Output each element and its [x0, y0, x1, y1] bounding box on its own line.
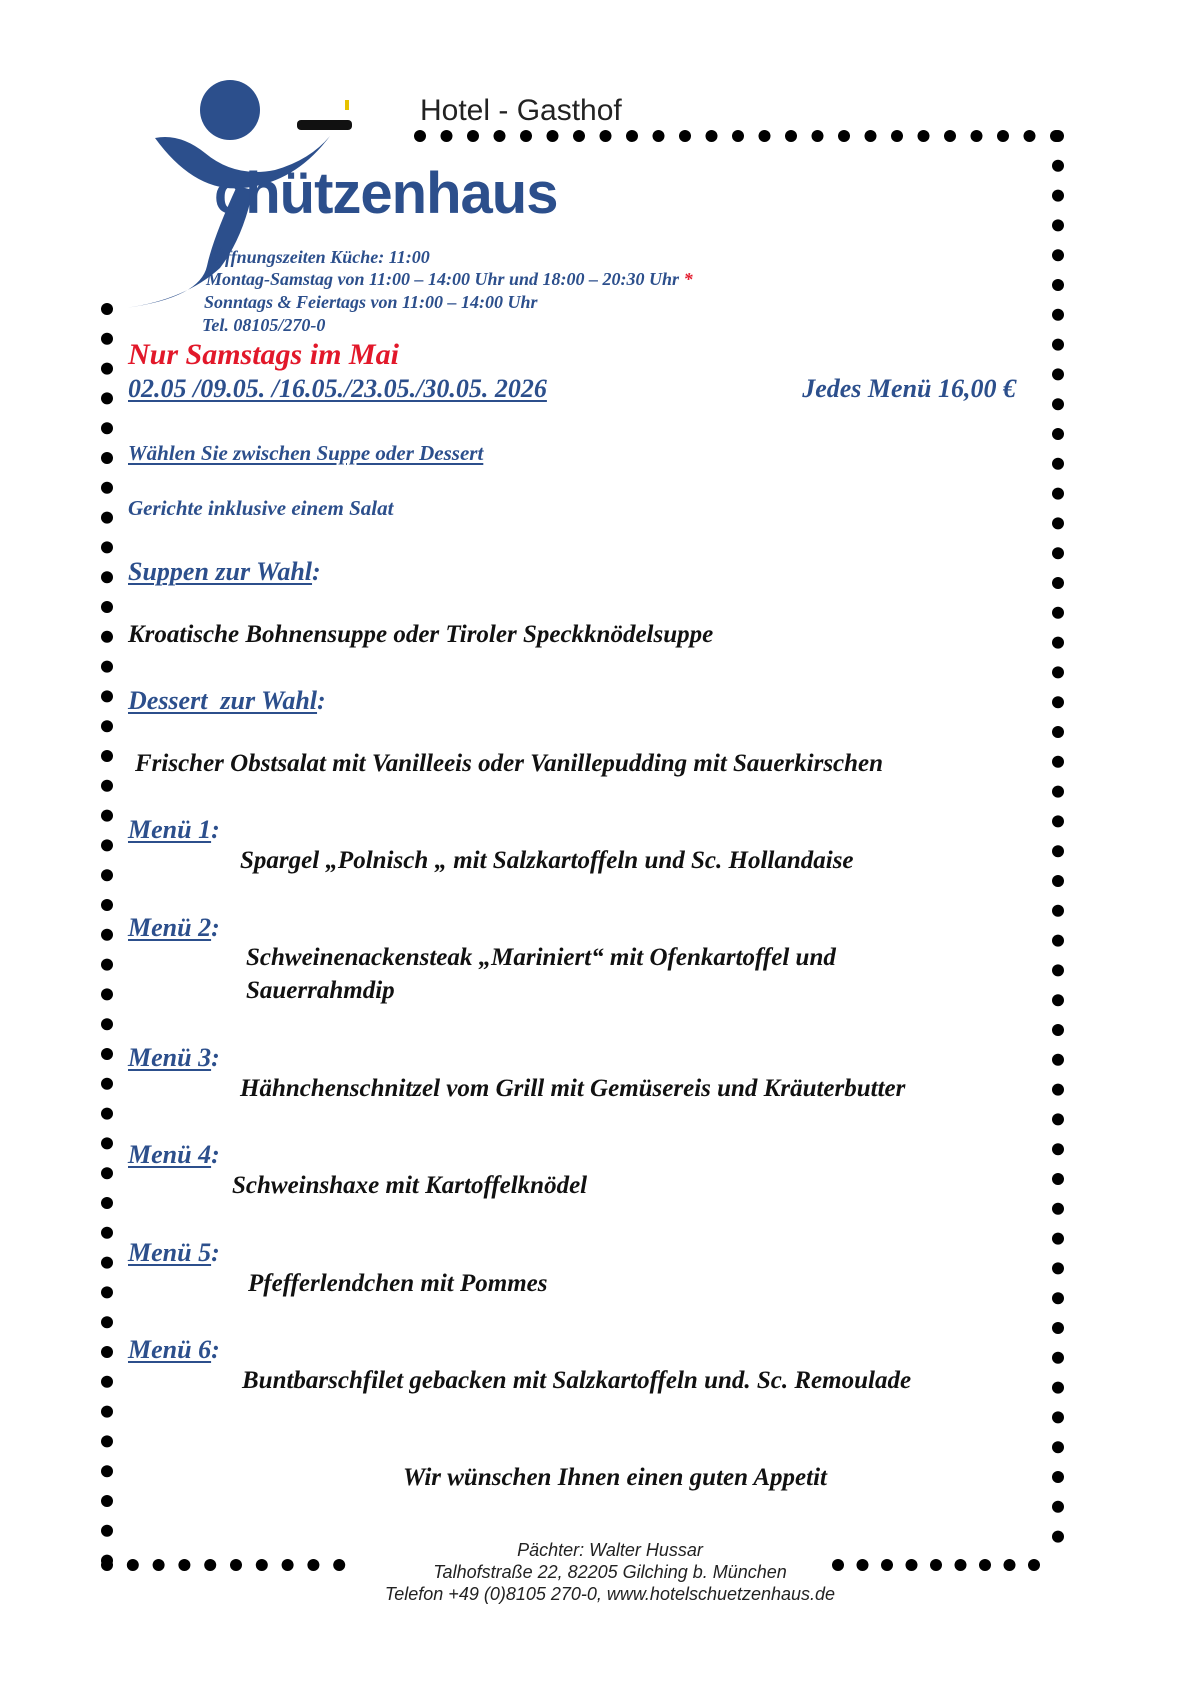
promo-title: Nur Samstags im Mai [128, 338, 399, 371]
menu-label: Menü 4: [128, 1140, 220, 1169]
border-dot [1052, 905, 1064, 917]
border-dot [101, 1376, 113, 1388]
border-dot [101, 1078, 113, 1090]
border-dot [1052, 756, 1064, 768]
border-dot [1052, 1262, 1064, 1274]
border-dot [732, 130, 744, 142]
border-dot [101, 1257, 113, 1269]
border-dot [101, 333, 113, 345]
border-dot [1052, 1501, 1064, 1513]
border-dot [1052, 1054, 1064, 1066]
phone-line: Tel. 08105/270-0 [202, 315, 326, 335]
border-dot [101, 1316, 113, 1328]
border-dot [1052, 1113, 1064, 1125]
border-dot [1052, 1352, 1064, 1364]
border-dot [1052, 1411, 1064, 1423]
border-dot [101, 601, 113, 613]
hotel-gasthof-label: Hotel - Gasthof [420, 94, 622, 127]
menu-dish: Spargel „Polnisch „ mit Salzkartoffeln und Sc. Hollandaise [240, 847, 854, 874]
border-dot [101, 720, 113, 732]
border-dot [1052, 1233, 1064, 1245]
border-dot [101, 1286, 113, 1298]
border-dot [101, 1495, 113, 1507]
border-dot [101, 482, 113, 494]
border-dot [1052, 1382, 1064, 1394]
border-dot [1052, 845, 1064, 857]
border-dot [1052, 547, 1064, 559]
border-dot [101, 988, 113, 1000]
border-dot [101, 810, 113, 822]
border-dot [1052, 726, 1064, 738]
menu-dish: Hähnchenschnitzel vom Grill mit Gemüsereis und Kräuterbutter [240, 1075, 906, 1102]
border-dot [101, 1346, 113, 1358]
border-dot [1052, 249, 1064, 261]
border-dot [101, 929, 113, 941]
border-dot [759, 130, 771, 142]
border-dot [918, 130, 930, 142]
border-dot [101, 1197, 113, 1209]
choose-note: Wählen Sie zwischen Suppe oder Dessert [128, 441, 484, 465]
border-dot [838, 130, 850, 142]
border-dot [1052, 488, 1064, 500]
border-dot [1052, 875, 1064, 887]
border-dot [1052, 130, 1064, 142]
border-dot [1052, 1203, 1064, 1215]
border-dot [101, 1525, 113, 1537]
menu-dish: Schweinenackensteak „Mariniert“ mit Ofenkartoffel und [246, 944, 836, 971]
border-dot [944, 130, 956, 142]
border-dot [101, 1406, 113, 1418]
border-dot [997, 130, 1009, 142]
border-dot [101, 1137, 113, 1149]
border-dot [1052, 935, 1064, 947]
soups-text: Kroatische Bohnensuppe oder Tiroler Speckknödelsuppe [128, 621, 714, 648]
border-dot [1052, 607, 1064, 619]
border-dot [101, 571, 113, 583]
border-dot [101, 363, 113, 375]
border-dot [891, 130, 903, 142]
border-dot [101, 780, 113, 792]
border-dot [1024, 130, 1036, 142]
border-dot [101, 1227, 113, 1239]
border-dot [101, 631, 113, 643]
soups-heading: Suppen zur Wahl: [128, 557, 321, 586]
menu-dish: Sauerrahmdip [246, 977, 395, 1004]
border-dot [1052, 786, 1064, 798]
brand-name: chützenhaus [214, 161, 558, 226]
border-dot [101, 959, 113, 971]
border-dot [1052, 160, 1064, 172]
menu-dish: Pfefferlendchen mit Pommes [248, 1270, 548, 1297]
border-dot [1052, 994, 1064, 1006]
border-dot [101, 1167, 113, 1179]
asterisk-mark: * [683, 269, 693, 289]
border-dot [101, 422, 113, 434]
border-dot [1052, 458, 1064, 470]
border-dot [101, 452, 113, 464]
sunday-hours: Sonntags & Feiertags von 11:00 – 14:00 Uhr [204, 292, 538, 312]
border-dot [101, 541, 113, 553]
border-dot [653, 130, 665, 142]
border-dot [1052, 428, 1064, 440]
border-dot [1052, 219, 1064, 231]
border-dot [101, 750, 113, 762]
border-dot [1052, 1173, 1064, 1185]
border-dot [1052, 1441, 1064, 1453]
border-dot [101, 690, 113, 702]
border-dot [101, 899, 113, 911]
desserts-text: Frischer Obstsalat mit Vanilleeis oder Vanillepudding mit Sauerkirschen [135, 750, 884, 777]
border-dot [1052, 696, 1064, 708]
menu-label: Menü 2: [128, 913, 220, 942]
border-dot [971, 130, 983, 142]
promo-dates-row [128, 374, 1016, 404]
border-dot [679, 130, 691, 142]
border-dot [1052, 964, 1064, 976]
menu-label: Menü 3: [128, 1043, 220, 1072]
border-dot [101, 839, 113, 851]
border-dot [1052, 279, 1064, 291]
promo-dates: 02.05 /09.05. /16.05./23.05./30.05. 2026 [128, 374, 547, 403]
border-dot [1052, 577, 1064, 589]
footer-contact: Telefon +49 (0)8105 270-0, www.hotelschuetzenhaus.de [384, 1584, 836, 1604]
border-dot [101, 1048, 113, 1060]
kitchen-hours: Öffnungszeiten Küche: 11:00 [212, 247, 430, 267]
weekday-hours: Montag-Samstag von 11:00 – 14:00 Uhr und 18:00 – 20:30 Uhr * [206, 269, 693, 289]
menu-dish: Schweinshaxe mit Kartoffelknödel [232, 1172, 588, 1199]
border-dot [1052, 398, 1064, 410]
menu-dish: Buntbarschfilet gebacken mit Salzkartoffeln und. Sc. Remoulade [242, 1367, 912, 1394]
promo-price: Jedes Menü 16,00 € [802, 374, 1016, 403]
border-dot [1052, 368, 1064, 380]
border-dot [1052, 815, 1064, 827]
desserts-heading: Dessert zur Wahl: [128, 686, 326, 715]
border-dot [101, 512, 113, 524]
salad-note: Gerichte inklusive einem Salat [128, 496, 394, 520]
closing-line: Wir wünschen Ihnen einen guten Appetit [403, 1464, 827, 1491]
border-dot [101, 869, 113, 881]
border-dot [1052, 1024, 1064, 1036]
border-dot [1052, 1292, 1064, 1304]
border-dot [1052, 309, 1064, 321]
border-dot [101, 392, 113, 404]
footer-address: Talhofstraße 22, 82205 Gilching b. München [433, 1562, 787, 1582]
border-dot [101, 1018, 113, 1030]
border-dot [101, 661, 113, 673]
border-dot [1052, 637, 1064, 649]
border-dot [1052, 517, 1064, 529]
menu-label: Menü 5: [128, 1238, 220, 1267]
border-dot [785, 130, 797, 142]
border-dot [1052, 1084, 1064, 1096]
border-dot [1052, 1143, 1064, 1155]
border-dot [865, 130, 877, 142]
border-dot [1052, 1322, 1064, 1334]
border-dot [1052, 666, 1064, 678]
border-dot [706, 130, 718, 142]
border-dot [1052, 339, 1064, 351]
border-dot [101, 303, 113, 315]
border-dot [101, 1435, 113, 1447]
menu-label: Menü 6: [128, 1335, 220, 1364]
footer-tenant: Pächter: Walter Hussar [517, 1540, 703, 1560]
border-dot [812, 130, 824, 142]
border-dot [101, 1108, 113, 1120]
menu-label: Menü 1: [128, 815, 220, 844]
border-dot [1052, 190, 1064, 202]
